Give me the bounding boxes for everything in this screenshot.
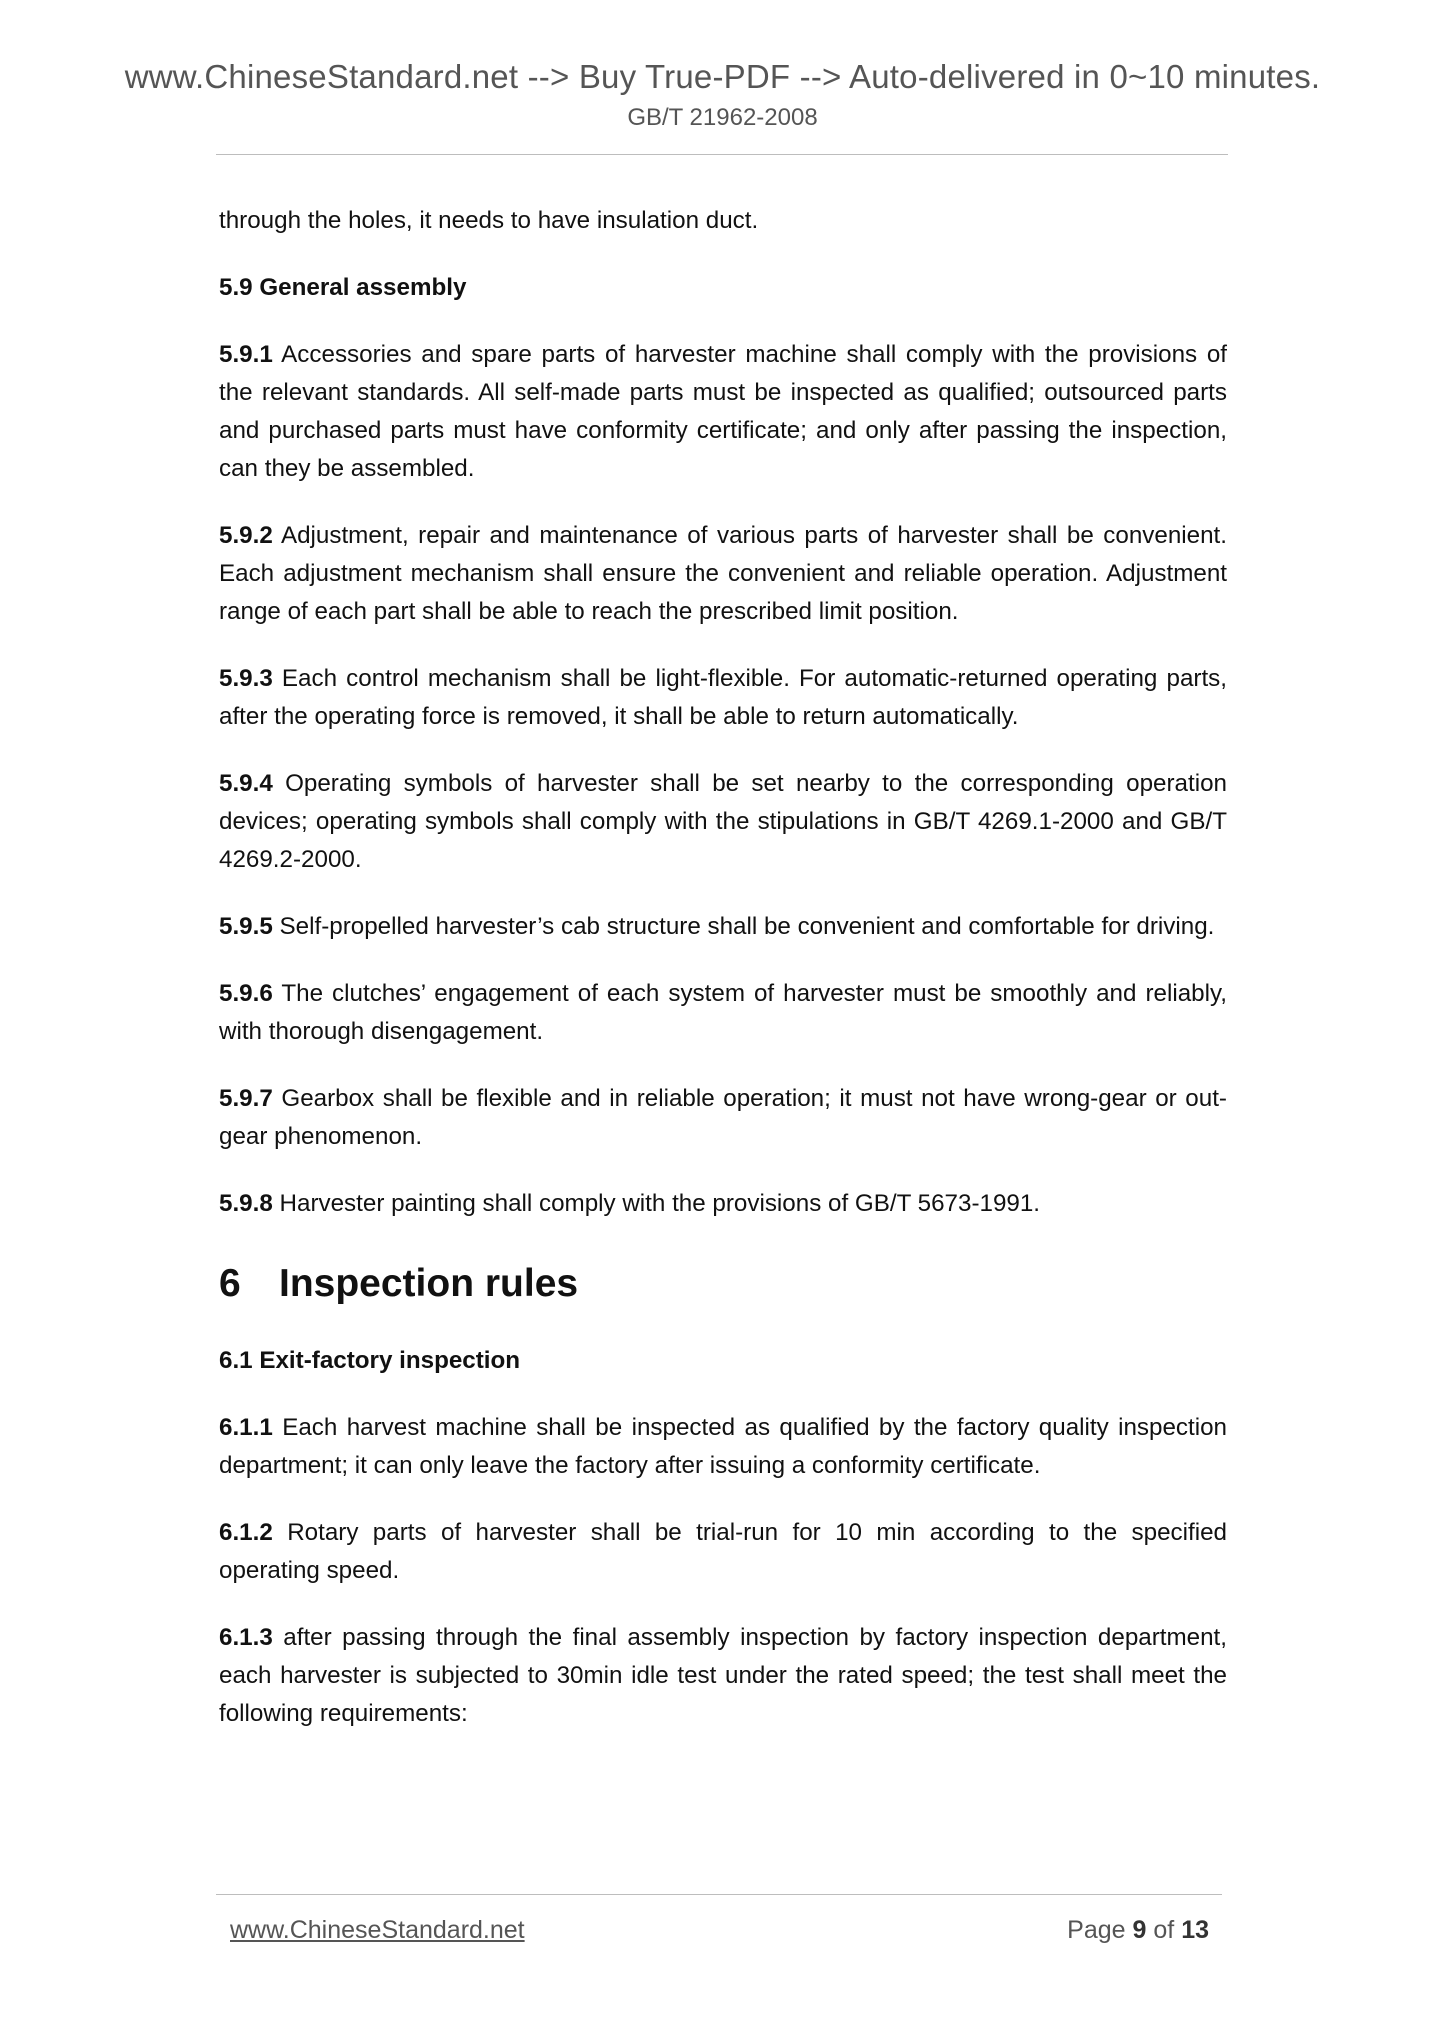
clause-number: 5.9.4 — [219, 770, 273, 797]
chapter-heading-6 — [219, 1259, 1227, 1309]
of-label: of — [1153, 1916, 1175, 1944]
clause-6-1-1 — [219, 1409, 1227, 1485]
clause-number: 6.1.3 — [219, 1624, 273, 1651]
clause-text: Rotary parts of harvester shall be trial-run for 10 min according to the specified operating speed. — [219, 1519, 1227, 1584]
footer-divider — [216, 1894, 1222, 1895]
continuation-paragraph: through the holes, it needs to have insulation duct. — [219, 207, 759, 234]
chapter-number: 6 — [219, 1262, 241, 1305]
footer-website-link[interactable]: www.ChineseStandard.net — [230, 1916, 525, 1944]
clause-number: 5.9.7 — [219, 1085, 273, 1112]
clause-5-9-3 — [219, 660, 1227, 736]
clause-number: 5.9.1 — [219, 341, 273, 368]
page-label: Page — [1067, 1916, 1126, 1944]
section-heading-6-1: 6.1 Exit-factory inspection — [219, 1347, 521, 1374]
clause-number: 5.9.6 — [219, 980, 273, 1007]
total-pages: 13 — [1181, 1916, 1209, 1944]
clause-text: The clutches’ engagement of each system of harvester must be smoothly and reliably, with thorough disengagement. — [219, 980, 1227, 1045]
clause-number: 5.9.2 — [219, 522, 273, 549]
clause-5-9-1 — [219, 336, 1227, 488]
clause-number: 5.9.8 — [219, 1190, 273, 1217]
clause-text: after passing through the final assembly inspection by factory inspection department, each harvester is subjected to 30min idle test under the rated speed; the test shall meet the following requirements: — [219, 1624, 1227, 1727]
chapter-title: Inspection rules — [279, 1262, 579, 1305]
clause-5-9-4 — [219, 765, 1227, 879]
clause-number: 6.1.2 — [219, 1519, 273, 1546]
clause-5-9-6 — [219, 975, 1227, 1051]
clause-5-9-2 — [219, 517, 1227, 631]
clause-text: Adjustment, repair and maintenance of various parts of harvester shall be convenient. Each adjustment mechanism shall ensure the convenient and reliable operation. Adjustment range of each part shall be able to reach the prescribed limit position. — [219, 522, 1227, 625]
page-number: 9 — [1132, 1916, 1147, 1944]
document-body — [219, 202, 1227, 1762]
clause-number: 5.9.5 — [219, 913, 273, 940]
clause-text: Each control mechanism shall be light-flexible. For automatic-returned operating parts, after the operating force is removed, it shall be able to return automatically. — [219, 665, 1227, 730]
page-indicator — [1067, 1916, 1209, 1945]
section-heading-5-9: 5.9 General assembly — [219, 274, 467, 301]
clause-6-1-2 — [219, 1514, 1227, 1590]
clause-text: Gearbox shall be flexible and in reliable operation; it must not have wrong-gear or out-gear phenomenon. — [219, 1085, 1227, 1150]
clause-5-9-5 — [219, 908, 1227, 946]
clause-number: 6.1.1 — [219, 1414, 273, 1441]
clause-5-9-8 — [219, 1185, 1227, 1223]
clause-text: Each harvest machine shall be inspected as qualified by the factory quality inspection department; it can only leave the factory after issuing a conformity certificate. — [219, 1414, 1227, 1479]
clause-5-9-7 — [219, 1080, 1227, 1156]
clause-number: 5.9.3 — [219, 665, 273, 692]
clause-6-1-3 — [219, 1619, 1227, 1733]
clause-text: Self-propelled harvester’s cab structure shall be convenient and comfortable for driving. — [279, 913, 1215, 940]
clause-text: Accessories and spare parts of harvester machine shall comply with the provisions of the relevant standards. All self-made parts must be inspected as qualified; outsourced parts and purchased parts must have conformity certificate; and only after passing the inspection, can they be assembled. — [219, 341, 1228, 482]
header-divider — [216, 154, 1228, 155]
clause-text: Operating symbols of harvester shall be set nearby to the corresponding operation devices; operating symbols shall comply with the stipulations in GB/T 4269.1-2000 and GB/T 4269.2-2000. — [219, 770, 1227, 873]
clause-text: Harvester painting shall comply with the provisions of GB/T 5673-1991. — [279, 1190, 1041, 1217]
standard-code: GB/T 21962-2008 — [627, 104, 818, 131]
header-banner: www.ChineseStandard.net --> Buy True-PDF --> Auto-delivered in 0~10 minutes. — [124, 58, 1321, 95]
